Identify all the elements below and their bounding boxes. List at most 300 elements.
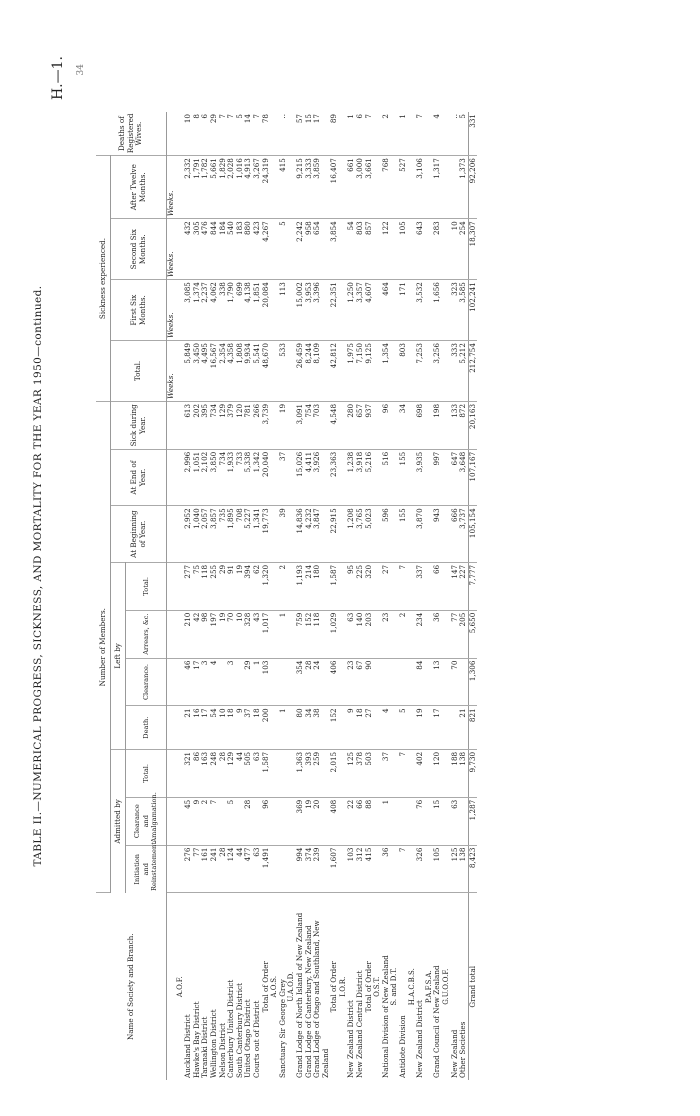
table-cell: 393: [305, 749, 314, 797]
table-cell: 48,670: [262, 341, 271, 402]
table-cell: 402: [416, 749, 425, 797]
table-cell: 3,953: [305, 280, 314, 341]
table-cell: 22,351: [330, 280, 339, 341]
table-cell: 43: [253, 610, 262, 658]
table-cell: 1,051: [193, 449, 202, 506]
table-cell: 20: [313, 797, 330, 845]
table-cell: 44: [236, 845, 245, 893]
table-cell: 197: [210, 610, 219, 658]
table-cell: 3,854: [330, 219, 339, 280]
table-cell: 19: [305, 797, 314, 845]
table-cell: 1: [399, 112, 408, 156]
table-cell: 67: [356, 658, 365, 706]
table-cell: 1,354: [382, 341, 391, 402]
table-row: [236, 112, 245, 1080]
header-total-out: Total.: [126, 562, 167, 610]
table-cell: 3,870: [416, 506, 425, 563]
table-cell: 280: [347, 401, 356, 449]
table-cell: 120: [236, 401, 245, 449]
table-cell: 1,790: [227, 280, 236, 341]
table-cell: 7: [219, 112, 228, 156]
table-cell: 36: [382, 845, 391, 893]
table-cell: 857: [365, 219, 374, 280]
table-cell: 3,256: [433, 341, 442, 402]
header-wives: Deaths of Registered Wives.: [96, 112, 167, 156]
table-cell: 326: [416, 845, 425, 893]
table-cell: 1,587: [330, 562, 339, 610]
header-clearance-in: Clearance and Amalgamation.: [126, 797, 167, 845]
table-cell: 3: [201, 658, 210, 706]
order-total-row: [262, 112, 271, 1080]
table-cell: 735: [219, 506, 228, 563]
table-cell: 8,244: [305, 341, 314, 402]
table-cell: 415: [279, 156, 288, 219]
table-cell: 125: [451, 845, 460, 893]
table-cell: 4,607: [365, 280, 374, 341]
table-cell: 1: [279, 706, 288, 750]
table-cell: 184: [219, 219, 228, 280]
table-cell: 225: [356, 562, 365, 610]
table-cell: 395: [201, 401, 210, 449]
table-cell: 19,773: [262, 506, 271, 563]
table-cell: 4,548: [330, 401, 339, 449]
table-cell: 34: [399, 401, 408, 449]
section-title: O.S.T.: [373, 976, 382, 997]
table-cell: 28: [305, 658, 314, 706]
table-cell: 198: [433, 401, 442, 449]
section-row: [442, 112, 451, 1080]
table-cell: 10: [236, 610, 245, 658]
table-cell: 77: [193, 845, 202, 893]
table-cell: [279, 797, 288, 845]
row-name: Courts out of District: [251, 1000, 261, 1078]
table-cell: 86: [193, 749, 202, 797]
table-cell: 113: [279, 280, 288, 341]
table-cell: 1: [279, 610, 288, 658]
table-cell: 161: [201, 845, 210, 893]
table-cell: 23: [382, 610, 391, 658]
table-cell: 205: [459, 610, 468, 658]
table-cell: 22: [347, 797, 356, 845]
table-cell: 76: [416, 797, 425, 845]
table-cell: 20,163: [468, 401, 477, 449]
table-row: [313, 112, 330, 1080]
table-cell: 5,338: [244, 449, 253, 506]
table-cell: 42,812: [330, 341, 339, 402]
grand-total-row: [468, 112, 477, 1080]
table-cell: 3,857: [210, 506, 219, 563]
table-cell: 734: [219, 449, 228, 506]
table-cell: 337: [416, 562, 425, 610]
table-cell: 147: [451, 562, 460, 610]
table-cell: 66: [356, 797, 365, 845]
table-cell: 379: [227, 401, 236, 449]
table-row: [210, 112, 219, 1080]
table-cell: 1,287: [468, 797, 477, 845]
table-cell: 24: [313, 658, 330, 706]
table-cell: 7: [416, 112, 425, 156]
table-cell: 17: [193, 658, 202, 706]
header-sickness: Sickness experienced.: [96, 156, 111, 402]
table-cell: 1: [253, 658, 262, 706]
table-cell: [399, 658, 408, 706]
section-title: U.A.O.D.: [287, 971, 296, 1002]
table-cell: 1,317: [433, 156, 442, 219]
table-cell: 1,791: [193, 156, 202, 219]
table-cell: 7: [399, 845, 408, 893]
row-name: Total of Order: [329, 961, 339, 1013]
table-cell: 7: [365, 112, 374, 156]
table-cell: 24,319: [262, 156, 271, 219]
table-cell: 63: [253, 845, 262, 893]
table-cell: 7: [210, 797, 219, 845]
table-cell: 5,023: [365, 506, 374, 563]
header-left-by: Left by: [111, 562, 126, 749]
table-cell: 5: [399, 706, 408, 750]
table-cell: 2,332: [184, 156, 193, 219]
table-cell: 37: [244, 706, 253, 750]
row-name: New Zealand District: [415, 1000, 425, 1078]
table-cell: 78: [262, 112, 271, 156]
table-cell: 122: [382, 219, 391, 280]
table-cell: 533: [279, 341, 288, 402]
row-name: Nelson District: [217, 1022, 227, 1078]
table-cell: 9,125: [365, 341, 374, 402]
table-cell: 3,739: [262, 401, 271, 449]
table-cell: 241: [210, 845, 219, 893]
table-cell: 16,407: [330, 156, 339, 219]
table-cell: 138: [459, 845, 468, 893]
table-cell: 423: [253, 219, 262, 280]
table-cell: 1,933: [227, 449, 236, 506]
table-row: [244, 112, 253, 1080]
table-cell: 1,373: [459, 156, 468, 219]
header-first-six: First Six Months.: [111, 280, 167, 341]
table-cell: 152: [305, 610, 314, 658]
table-row: [416, 112, 425, 1080]
table-cell: 138: [459, 749, 468, 797]
table-cell: 88: [365, 797, 374, 845]
table-cell: 3,918: [356, 449, 365, 506]
table-row: [459, 112, 468, 1080]
table-cell: 369: [296, 797, 305, 845]
units-row: [167, 112, 176, 1080]
row-name: Grand total: [468, 893, 477, 1080]
table-cell: 516: [382, 449, 391, 506]
table-row: [219, 112, 228, 1080]
table-cell: 19: [416, 706, 425, 750]
table-cell: 3,926: [313, 449, 330, 506]
row-name: Hawke's Bay District: [191, 1001, 201, 1078]
table-cell: 768: [382, 156, 391, 219]
page-number: 34: [76, 64, 86, 76]
table-cell: 312: [356, 845, 365, 893]
section-title: P.A.F.S.A.: [424, 970, 433, 1004]
table-cell: 155: [399, 506, 408, 563]
table-cell: 1,374: [193, 280, 202, 341]
table-cell: 19: [236, 562, 245, 610]
table-cell: 5,541: [253, 341, 262, 402]
table-cell: 42: [193, 610, 202, 658]
table-cell: 476: [201, 219, 210, 280]
table-cell: 203: [365, 610, 374, 658]
header-clearance-out: Clearance.: [126, 658, 167, 706]
row-name: Grand Council of New Zealand: [432, 965, 442, 1078]
table-row: [399, 112, 408, 1080]
section-row: [425, 112, 434, 1080]
section-row: [339, 112, 348, 1080]
table-cell: 20,040: [262, 449, 271, 506]
header-death: Death.: [126, 706, 167, 750]
table-cell: 1,829: [219, 156, 228, 219]
table-cell: 937: [365, 401, 374, 449]
header-initiation: Initiation and Reinstatement.: [126, 845, 167, 893]
table-cell: 45: [184, 797, 193, 845]
table-cell: 3,106: [416, 156, 425, 219]
table-cell: 212,754: [468, 341, 477, 402]
table-cell: 1: [382, 797, 391, 845]
table-cell: 3,333: [305, 156, 314, 219]
table-cell: 91: [227, 562, 236, 610]
table-cell: 3,737: [459, 506, 468, 563]
table-cell: 803: [399, 341, 408, 402]
table-cell: 23: [347, 658, 356, 706]
table-cell: 89: [330, 112, 339, 156]
row-name: New Zealand Central District: [355, 970, 365, 1078]
row-name: Other Societies: [458, 1021, 468, 1078]
table-row: [201, 112, 210, 1080]
table-cell: 4: [210, 658, 219, 706]
row-name: Grand Lodge of North Island of New Zealand: [294, 912, 304, 1078]
table-cell: 666: [451, 506, 460, 563]
table-cell: 80: [296, 706, 305, 750]
table-cell: 872: [459, 401, 468, 449]
table-cell: 2,354: [219, 341, 228, 402]
header-admitted-by: Admitted by: [111, 749, 126, 893]
table-cell: 3,267: [253, 156, 262, 219]
table-cell: 54: [210, 706, 219, 750]
table-cell: 9: [193, 797, 202, 845]
table-cell: 15,002: [296, 280, 305, 341]
table-cell: 3,532: [416, 280, 425, 341]
table-cell: 596: [382, 506, 391, 563]
table-cell: 57: [296, 112, 305, 156]
table-cell: 105: [399, 219, 408, 280]
table-cell: 239: [313, 845, 330, 893]
table-cell: 2,952: [184, 506, 193, 563]
table-cell: 16: [193, 706, 202, 750]
table-cell: 1,193: [296, 562, 305, 610]
table-cell: 3: [227, 658, 236, 706]
table-cell: 28: [219, 749, 228, 797]
table-cell: 44: [236, 749, 245, 797]
table-cell: 15,026: [296, 449, 305, 506]
table-cell: 464: [382, 280, 391, 341]
table-cell: 3,357: [356, 280, 365, 341]
table-cell: 408: [330, 797, 339, 845]
table-cell: 1,208: [347, 506, 356, 563]
header-sick-total: Total.: [111, 341, 167, 402]
table-cell: 28: [244, 797, 253, 845]
table-cell: 3,765: [356, 506, 365, 563]
table-cell: 958: [305, 219, 314, 280]
section-row: [270, 112, 279, 1080]
table-cell: 7: [399, 749, 408, 797]
table-cell: 613: [184, 401, 193, 449]
table-cell: [279, 749, 288, 797]
row-name: Canterbury United District: [226, 979, 236, 1078]
table-cell: 140: [356, 610, 365, 658]
table-cell: 66: [433, 562, 442, 610]
table-cell: 5,661: [210, 156, 219, 219]
table-cell: [459, 797, 468, 845]
table-cell: 657: [356, 401, 365, 449]
table-row: [193, 112, 202, 1080]
table-cell: 394: [244, 562, 253, 610]
table-cell: 9,934: [244, 341, 253, 402]
table-cell: 703: [313, 401, 330, 449]
table-cell: 708: [236, 506, 245, 563]
row-name: New Zealand District: [346, 1000, 356, 1078]
table-cell: 406: [330, 658, 339, 706]
table-cell: 4,913: [244, 156, 253, 219]
table-cell: 844: [210, 219, 219, 280]
table-cell: 2,015: [330, 749, 339, 797]
table-cell: 661: [347, 156, 356, 219]
table-cell: 188: [451, 749, 460, 797]
table-cell: 1,016: [236, 156, 245, 219]
table-cell: 129: [227, 749, 236, 797]
table-cell: 13: [433, 658, 442, 706]
table-cell: 3,661: [365, 156, 374, 219]
table-cell: 1,342: [253, 449, 262, 506]
table-cell: 2: [399, 610, 408, 658]
table-cell: 1,491: [262, 845, 271, 893]
row-name: Taranaki District: [200, 1016, 210, 1078]
header-name: Name of Society and Branch.: [96, 893, 167, 1080]
header-end: At End of Year.: [111, 449, 167, 506]
table-cell: 202: [193, 401, 202, 449]
table-cell: 133: [451, 401, 460, 449]
units-weeks-total: Weeks.: [167, 341, 176, 402]
table-cell: 9,215: [296, 156, 305, 219]
table-cell: 1,975: [347, 341, 356, 402]
section-row: [390, 112, 399, 1080]
table-cell: 803: [356, 219, 365, 280]
table-cell: 754: [305, 401, 314, 449]
table-cell: 943: [433, 506, 442, 563]
table-cell: 283: [433, 219, 442, 280]
table-cell: 6: [201, 112, 210, 156]
table-cell: 10: [184, 112, 193, 156]
header-second-six: Second Six Months.: [111, 219, 167, 280]
table-cell: 1,238: [347, 449, 356, 506]
table-cell: 26,459: [296, 341, 305, 402]
table-cell: 338: [219, 280, 228, 341]
table-cell: [219, 658, 228, 706]
section-title: G.U.O.O.F.: [442, 968, 450, 1005]
table-cell: 21: [459, 706, 468, 750]
table-cell: 3,085: [184, 280, 193, 341]
table-cell: 28: [219, 845, 228, 893]
table-cell: 880: [244, 219, 253, 280]
table-cell: 20,084: [262, 280, 271, 341]
table-row: [382, 112, 391, 1080]
table-cell: 4,267: [262, 219, 271, 280]
table-cell: 331: [468, 112, 477, 156]
order-total-row: [365, 112, 374, 1080]
table-cell: 4,138: [244, 280, 253, 341]
table-cell: 63: [347, 610, 356, 658]
table-cell: 118: [313, 610, 330, 658]
table-cell: 3,000: [356, 156, 365, 219]
table-cell: 5,849: [184, 341, 193, 402]
table-cell: 183: [236, 219, 245, 280]
table-cell: 2,996: [184, 449, 193, 506]
table-cell: 9: [347, 706, 356, 750]
table-row: [433, 112, 442, 1080]
table-row: [279, 112, 288, 1080]
table-cell: 3,450: [193, 341, 202, 402]
section-row: [408, 112, 417, 1080]
table-cell: 248: [210, 749, 219, 797]
table-cell: 1,029: [330, 610, 339, 658]
table-cell: 3,847: [313, 506, 330, 563]
table-cell: 1,851: [253, 280, 262, 341]
table-cell: ..: [279, 112, 288, 156]
section-row: [176, 112, 185, 1080]
row-name: United Otago District: [243, 999, 253, 1078]
row-name: Wellington District: [208, 1009, 218, 1078]
table-cell: 125: [347, 749, 356, 797]
table-cell: 38: [313, 706, 330, 750]
table-cell: 234: [416, 610, 425, 658]
table-cell: 505: [244, 749, 253, 797]
table-cell: 699: [236, 280, 245, 341]
table-cell: 733: [236, 449, 245, 506]
header-members: Number of Members.: [96, 401, 111, 893]
table-cell: [399, 797, 408, 845]
table-cell: 527: [399, 156, 408, 219]
table-cell: 1,782: [201, 156, 210, 219]
table-cell: 75: [193, 562, 202, 610]
table-cell: 14,836: [296, 506, 305, 563]
table-cell: 15: [433, 797, 442, 845]
table-cell: [382, 658, 391, 706]
table-cell: 4,411: [305, 449, 314, 506]
table-cell: 7: [253, 112, 262, 156]
table-cell: 103: [347, 845, 356, 893]
table-cell: 8: [193, 112, 202, 156]
table-cell: 2,242: [296, 219, 305, 280]
table-cell: 321: [184, 749, 193, 797]
table-cell: 22,915: [330, 506, 339, 563]
table-cell: 328: [244, 610, 253, 658]
row-name: Grand Lodge of Canterbury, New Zealand: [303, 925, 313, 1078]
table-cell: 7: [227, 112, 236, 156]
table-cell: 63: [451, 797, 460, 845]
table-cell: [459, 658, 468, 706]
table-cell: 2,102: [201, 449, 210, 506]
table-cell: ..: [451, 112, 460, 156]
table-cell: 8,109: [313, 341, 330, 402]
table-cell: 77: [451, 610, 460, 658]
table-cell: 821: [468, 706, 477, 750]
table-cell: 1,895: [227, 506, 236, 563]
units-weeks-second: Weeks.: [167, 219, 176, 280]
table-cell: 276: [184, 845, 193, 893]
table-cell: 84: [416, 658, 425, 706]
